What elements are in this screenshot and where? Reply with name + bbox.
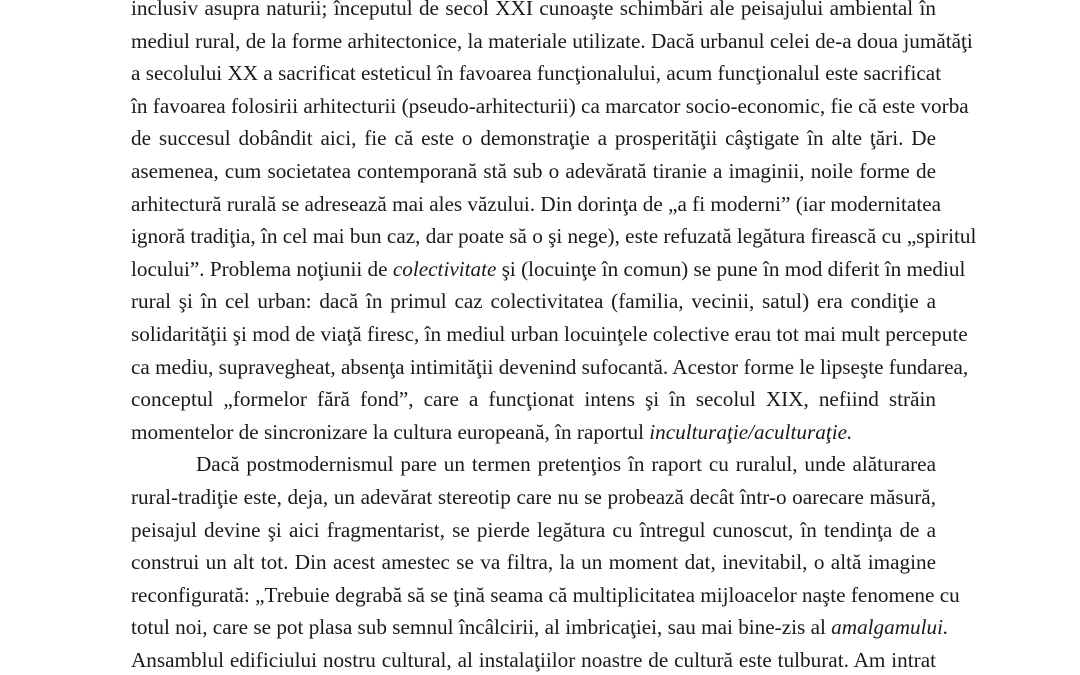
- italic-term: colectivitate: [392, 256, 497, 281]
- text-line: ca mediu, supravegheat, absenţa intimităţii devenind sufocantă. Acestor forme le lipseşte fundarea,: [131, 354, 969, 379]
- text-line: arhitectură rurală se adresează mai ales văzului. Din dorinţa de „a fi moderni” (iar modernitatea: [131, 191, 942, 216]
- text-line: a secolului XX a sacrificat esteticul în favoarea funcţionalului, acum funcţionalul este sacrificat: [131, 61, 942, 86]
- text-line: ignoră tradiţia, în cel mai bun caz, dar poate să o şi nege), este refuzată legătura firească cu „spiritul: [131, 224, 977, 249]
- text-line: asemenea, cum societatea contemporană stă sub o adevărată tiranie a imaginii, noile forme de: [131, 158, 936, 183]
- text-segment: şi (locuinţe în comun) se pune în mod diferit în mediul: [496, 256, 966, 281]
- text-line: mediul rural, de la forme arhitectonice, la materiale utilizate. Dacă urbanul celei de-a doua jumătăţi: [131, 28, 973, 53]
- text-line: inclusiv asupra naturii; începutul de secol XXI cunoaşte schimbări ale peisajului ambiental în: [131, 0, 936, 20]
- italic-term: inculturaţie/aculturaţie.: [649, 419, 853, 444]
- body-text: [131, 0, 977, 675]
- text-line: în favoarea folosirii arhitecturii (pseudo-arhitecturii) ca marcator socio-economic, fie că este vorba: [131, 93, 969, 118]
- text-line: construi un alt tot. Din acest amestec se va filtra, la un moment dat, inevitabil, o altă imagine: [131, 550, 936, 575]
- text-line: solidarităţii şi mod de viaţă firesc, în mediul urban locuinţele colective erau tot mai mult percepute: [131, 321, 968, 346]
- text-line: peisajul devine şi aici fragmentarist, se pierde legătura cu întregul cunoscut, în tendinţa de a: [131, 517, 936, 542]
- text-segment: momentelor de sincronizare la cultura europeană, în raportul: [131, 419, 650, 444]
- text-line: [131, 253, 966, 286]
- text-line: de succesul dobândit aici, fie că este o demonstraţie a prosperităţii câştigate în alte ţări. De: [131, 126, 936, 151]
- text-line: rural-tradiţie este, deja, un adevărat stereotip care nu se probează decât într-o oarecare măsură,: [131, 484, 936, 509]
- text-line: Ansamblul edificiului nostru cultural, al instalaţiilor noastre de cultură este tulburat. Am intrat: [131, 647, 936, 672]
- text-line: Dacă postmodernismul pare un termen pretenţios în raport cu ruralul, unde alăturarea: [196, 452, 936, 477]
- text-segment: totul noi, care se pot plasa sub semnul încâlcirii, al imbricaţiei, sau mai bine-zis al: [131, 615, 832, 640]
- text-line: conceptul „formelor fără fond”, care a funcţionat intens şi în secolul XIX, nefiind străin: [131, 387, 936, 412]
- text-line: [131, 611, 949, 644]
- text-segment: locului”. Problema noţiunii de: [131, 256, 393, 281]
- text-line: rural şi în cel urban: dacă în primul caz colectivitatea (familia, vecinii, satul) era condiţie a: [131, 289, 936, 314]
- text-line: [131, 416, 936, 449]
- text-line: reconfigurată: „Trebuie degrabă să se ţină seama că multiplicitatea mijloacelor naşte fenomene cu: [131, 582, 960, 607]
- italic-term: amalgamului.: [831, 615, 949, 640]
